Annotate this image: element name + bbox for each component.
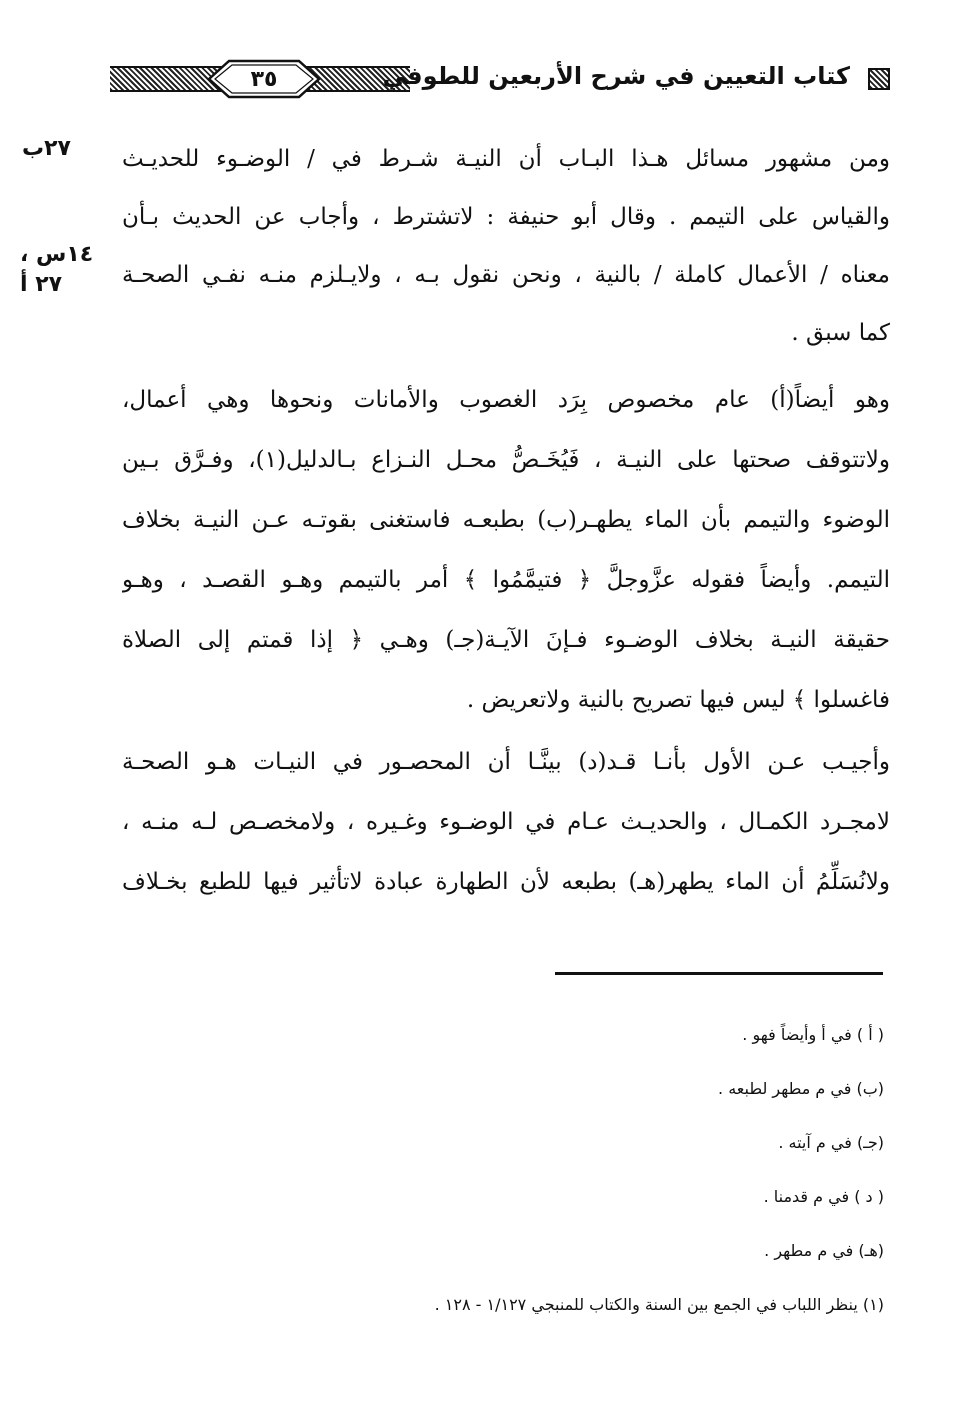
text-line: فاغسلوا ﴾ ليس فيها تصريح بالنية ولاتعريض . bbox=[466, 687, 890, 713]
footnote: (ب) في م مطهر لطبعه . bbox=[718, 1079, 884, 1098]
margin-note-line: ٢٧ أ bbox=[20, 272, 63, 297]
footnote: ( د ) في م قدمنا . bbox=[763, 1187, 884, 1206]
text-line: ولانُسَلِّمُ أن الماء يطهر(هـ) بطبعه لأن الطهارة عبادة لاتأثير فيها للطبع بخـلاف bbox=[122, 869, 890, 895]
text-line: وهو أيضاً(أ) عام مخصوص بِرَد الغصوب والأمانات ونحوها وهي أعمال، bbox=[122, 387, 890, 413]
text-line: كما سبق . bbox=[791, 320, 890, 346]
page-number-badge bbox=[205, 58, 323, 100]
footnotes bbox=[284, 1008, 884, 1332]
footnote: (هـ) في م مطهر . bbox=[764, 1241, 884, 1260]
footnote-separator bbox=[555, 972, 883, 975]
paragraph-2 bbox=[122, 370, 890, 730]
page-number: ٣٥ bbox=[250, 66, 278, 92]
text-line: معناه / الأعمال كاملة / بالنية ، ونحن نقول بـه ، ولايـلزم منـه نفـي الصحـة bbox=[122, 262, 890, 288]
running-title: كتاب التعيين في شرح الأربعين للطوفي bbox=[382, 62, 850, 90]
text-line: لامجـرد الكمـال ، والحديـث عـام في الوضـوء وغـيره ، ولامخصـص لـه منـه ، bbox=[122, 809, 890, 835]
footnote: (جـ) في م آيته . bbox=[778, 1133, 884, 1152]
text-line: التيمم. وأيضاً فقوله عزَّوجلَّ ﴿ فتيمَّمُوا ﴾ أمر بالتيمم وهـو القصـد ، وهـو bbox=[122, 567, 890, 593]
text-line: ولاتتوقف صحتها على النيـة ، فَيُخَـصُّ محـل النـزاع بـالدليل(١)، وفـرَّق بـين bbox=[122, 447, 890, 473]
text-line: حقيقة النيـة بخلاف الوضـوء فـإنَ الآيـة(جـ) وهـي ﴿ إذا قمتم إلى الصلاة bbox=[122, 627, 890, 653]
text-line: والقياس على التيمم . وقال أبو حنيفة : لاتشترط ، وأجاب عن الحديث بـأن bbox=[122, 204, 890, 230]
text-line: الوضوء والتيمم بأن الماء يطهـر(ب) بطبعـه فاستغنى بقوتـه عـن النيـة بخلاف bbox=[122, 507, 890, 533]
text-line: وأجيـب عـن الأول بأنـا قـد(د) بينَّـا أن المحصـور في النيـات هـو الصحـة bbox=[122, 749, 890, 775]
footnote: (١) ينظر اللباب في الجمع بين السنة والكتاب للمنبجي ١/١٢٧ - ١٢٨ . bbox=[434, 1295, 884, 1314]
footnote: ( أ ) في أ وأيضاً فهو . bbox=[742, 1025, 884, 1044]
margin-note-line: ١٤س ، bbox=[20, 242, 94, 267]
header-end-ornament bbox=[868, 68, 890, 90]
paragraph-1 bbox=[122, 130, 890, 362]
text-line: ومن مشهور مسائل هـذا البـاب أن النيـة شـرط في / الوضـوء للحديـث bbox=[122, 146, 890, 172]
page-header bbox=[110, 58, 890, 102]
margin-note-folio-27b: ٢٧ب bbox=[22, 136, 71, 161]
paragraph-3 bbox=[122, 732, 890, 912]
margin-note-folio-14s-27a bbox=[20, 240, 93, 300]
